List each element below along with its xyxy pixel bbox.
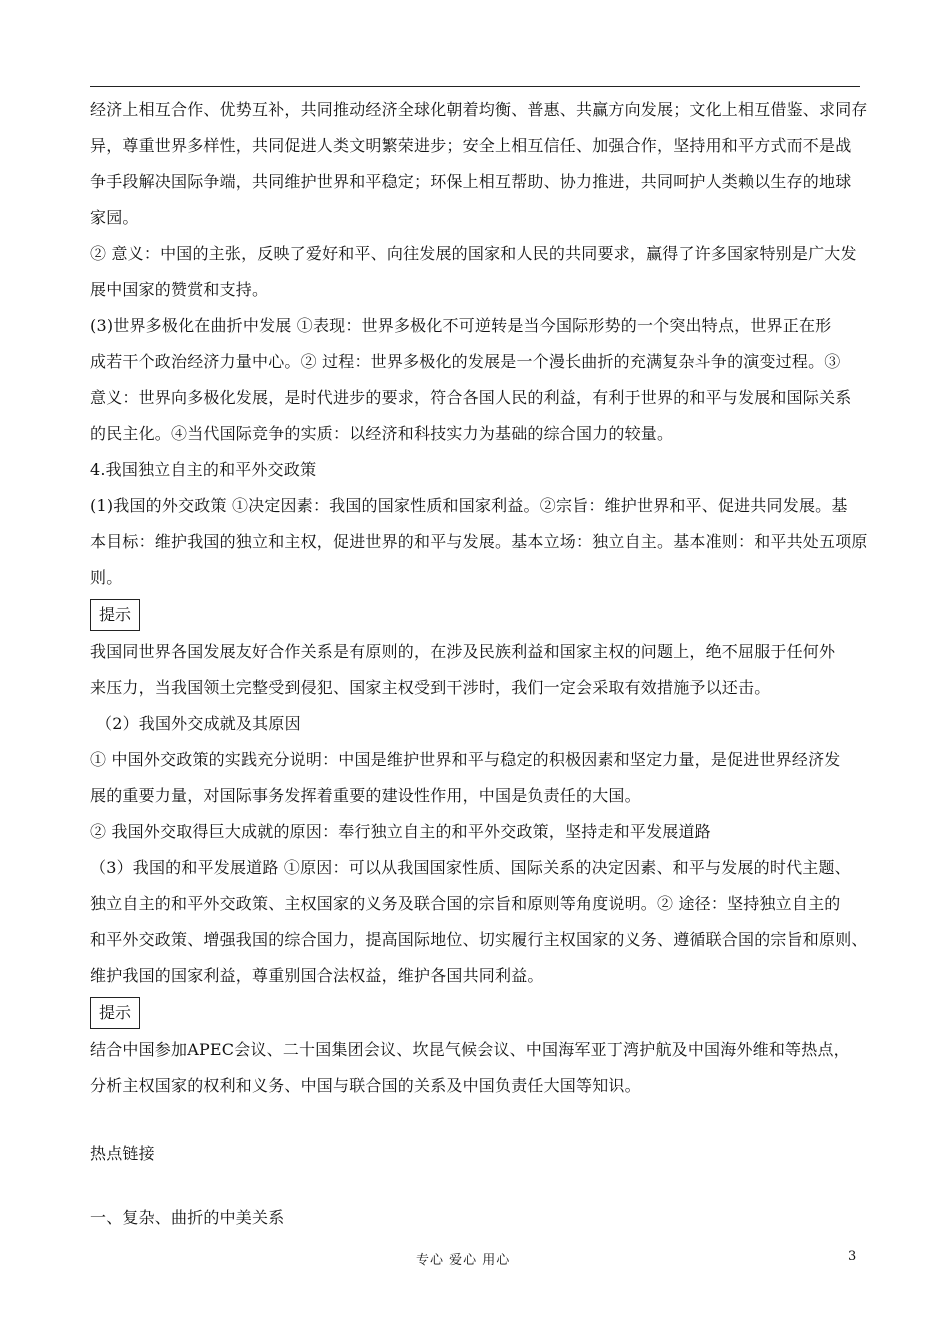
paragraph-line: ① 中国外交政策的实践充分说明：中国是维护世界和平与稳定的积极因素和坚定力量，是促进世界经济发 [90, 750, 841, 769]
hotspot-heading: 热点链接 [90, 1144, 155, 1163]
paragraph-line: 家园。 [90, 208, 139, 227]
paragraph-line: 独立自主的和平外交政策、主权国家的义务及联合国的宗旨和原则等角度说明。② 途径：坚持独立自主的 [90, 894, 841, 913]
page-number: 3 [848, 1249, 857, 1264]
section-heading: 一、复杂、曲折的中美关系 [90, 1208, 285, 1227]
paragraph-line: 争手段解决国际争端，共同维护世界和平稳定；环保上相互帮助、协力推进，共同呵护人类赖以生存的地球 [90, 172, 852, 191]
paragraph-line: 和平外交政策、增强我国的综合国力，提高国际地位、切实履行主权国家的义务、遵循联合国的宗旨和原则、 [90, 930, 868, 949]
paragraph-line: ② 我国外交取得巨大成就的原因：奉行独立自主的和平外交政策，坚持走和平发展道路 [90, 822, 711, 841]
header-rule [90, 86, 860, 87]
paragraph-line: 则。 [90, 568, 123, 587]
paragraph-line: 来压力，当我国领土完整受到侵犯、国家主权受到干涉时，我们一定会采取有效措施予以还击。 [90, 678, 771, 697]
paragraph-line: 本目标：维护我国的独立和主权，促进世界的和平与发展。基本立场：独立自主。基本准则：和平共处五项原 [90, 532, 868, 551]
paragraph-line: 经济上相互合作、优势互补，共同推动经济全球化朝着均衡、普惠、共赢方向发展；文化上相互借鉴、求同存 [90, 100, 868, 119]
paragraph-line: 意义：世界向多极化发展，是时代进步的要求，符合各国人民的利益，有利于世界的和平与发展和国际关系 [90, 388, 852, 407]
paragraph-line: (3)世界多极化在曲折中发展 ①表现：世界多极化不可逆转是当今国际形势的一个突出特点，世界正在形 [90, 316, 832, 335]
spacer [90, 1172, 870, 1200]
paragraph-line: 展中国家的赞赏和支持。 [90, 280, 269, 299]
paragraph-line: （3）我国的和平发展道路 ①原因：可以从我国国家性质、国际关系的决定因素、和平与发展的时代主题、 [90, 858, 851, 877]
tip-box: 提示 [90, 599, 140, 631]
paragraph-line: 的民主化。④当代国际竞争的实质：以经济和科技实力为基础的综合国力的较量。 [90, 424, 674, 443]
paragraph-line: 展的重要力量，对国际事务发挥着重要的建设性作用，中国是负责任的大国。 [90, 786, 641, 805]
paragraph-line: ② 意义：中国的主张，反映了爱好和平、向往发展的国家和人民的共同要求，赢得了许多国家特别是广大发 [90, 244, 857, 263]
paragraph-line: 分析主权国家的权利和义务、中国与联合国的关系及中国负责任大国等知识。 [90, 1076, 641, 1095]
paragraph-line: 维护我国的国家利益，尊重别国合法权益，维护各国共同利益。 [90, 966, 544, 985]
paragraph-line: 我国同世界各国发展友好合作关系是有原则的，在涉及民族利益和国家主权的问题上，绝不屈服于任何外 [90, 642, 836, 661]
page-body [90, 92, 870, 1236]
paragraph-line: 结合中国参加APEC会议、二十国集团会议、坎昆气候会议、中国海军亚丁湾护航及中国海外维和等热点， [90, 1040, 850, 1059]
paragraph-line: (1)我国的外交政策 ①决定因素：我国的国家性质和国家利益。②宗旨：维护世界和平、促进共同发展。基 [90, 496, 848, 515]
tip-box: 提示 [90, 997, 140, 1029]
paragraph-line: 异，尊重世界多样性，共同促进人类文明繁荣进步；安全上相互信任、加强合作，坚持用和平方式而不是战 [90, 136, 852, 155]
section-title: 4.我国独立自主的和平外交政策 [90, 460, 317, 479]
paragraph-line: 成若干个政治经济力量中心。② 过程：世界多极化的发展是一个漫长曲折的充满复杂斗争的演变过程。③ [90, 352, 841, 371]
subsection-title: （2）我国外交成就及其原因 [96, 714, 301, 733]
spacer [90, 1104, 870, 1136]
footer-slogan: 专心 爱心 用心 [416, 1253, 511, 1268]
